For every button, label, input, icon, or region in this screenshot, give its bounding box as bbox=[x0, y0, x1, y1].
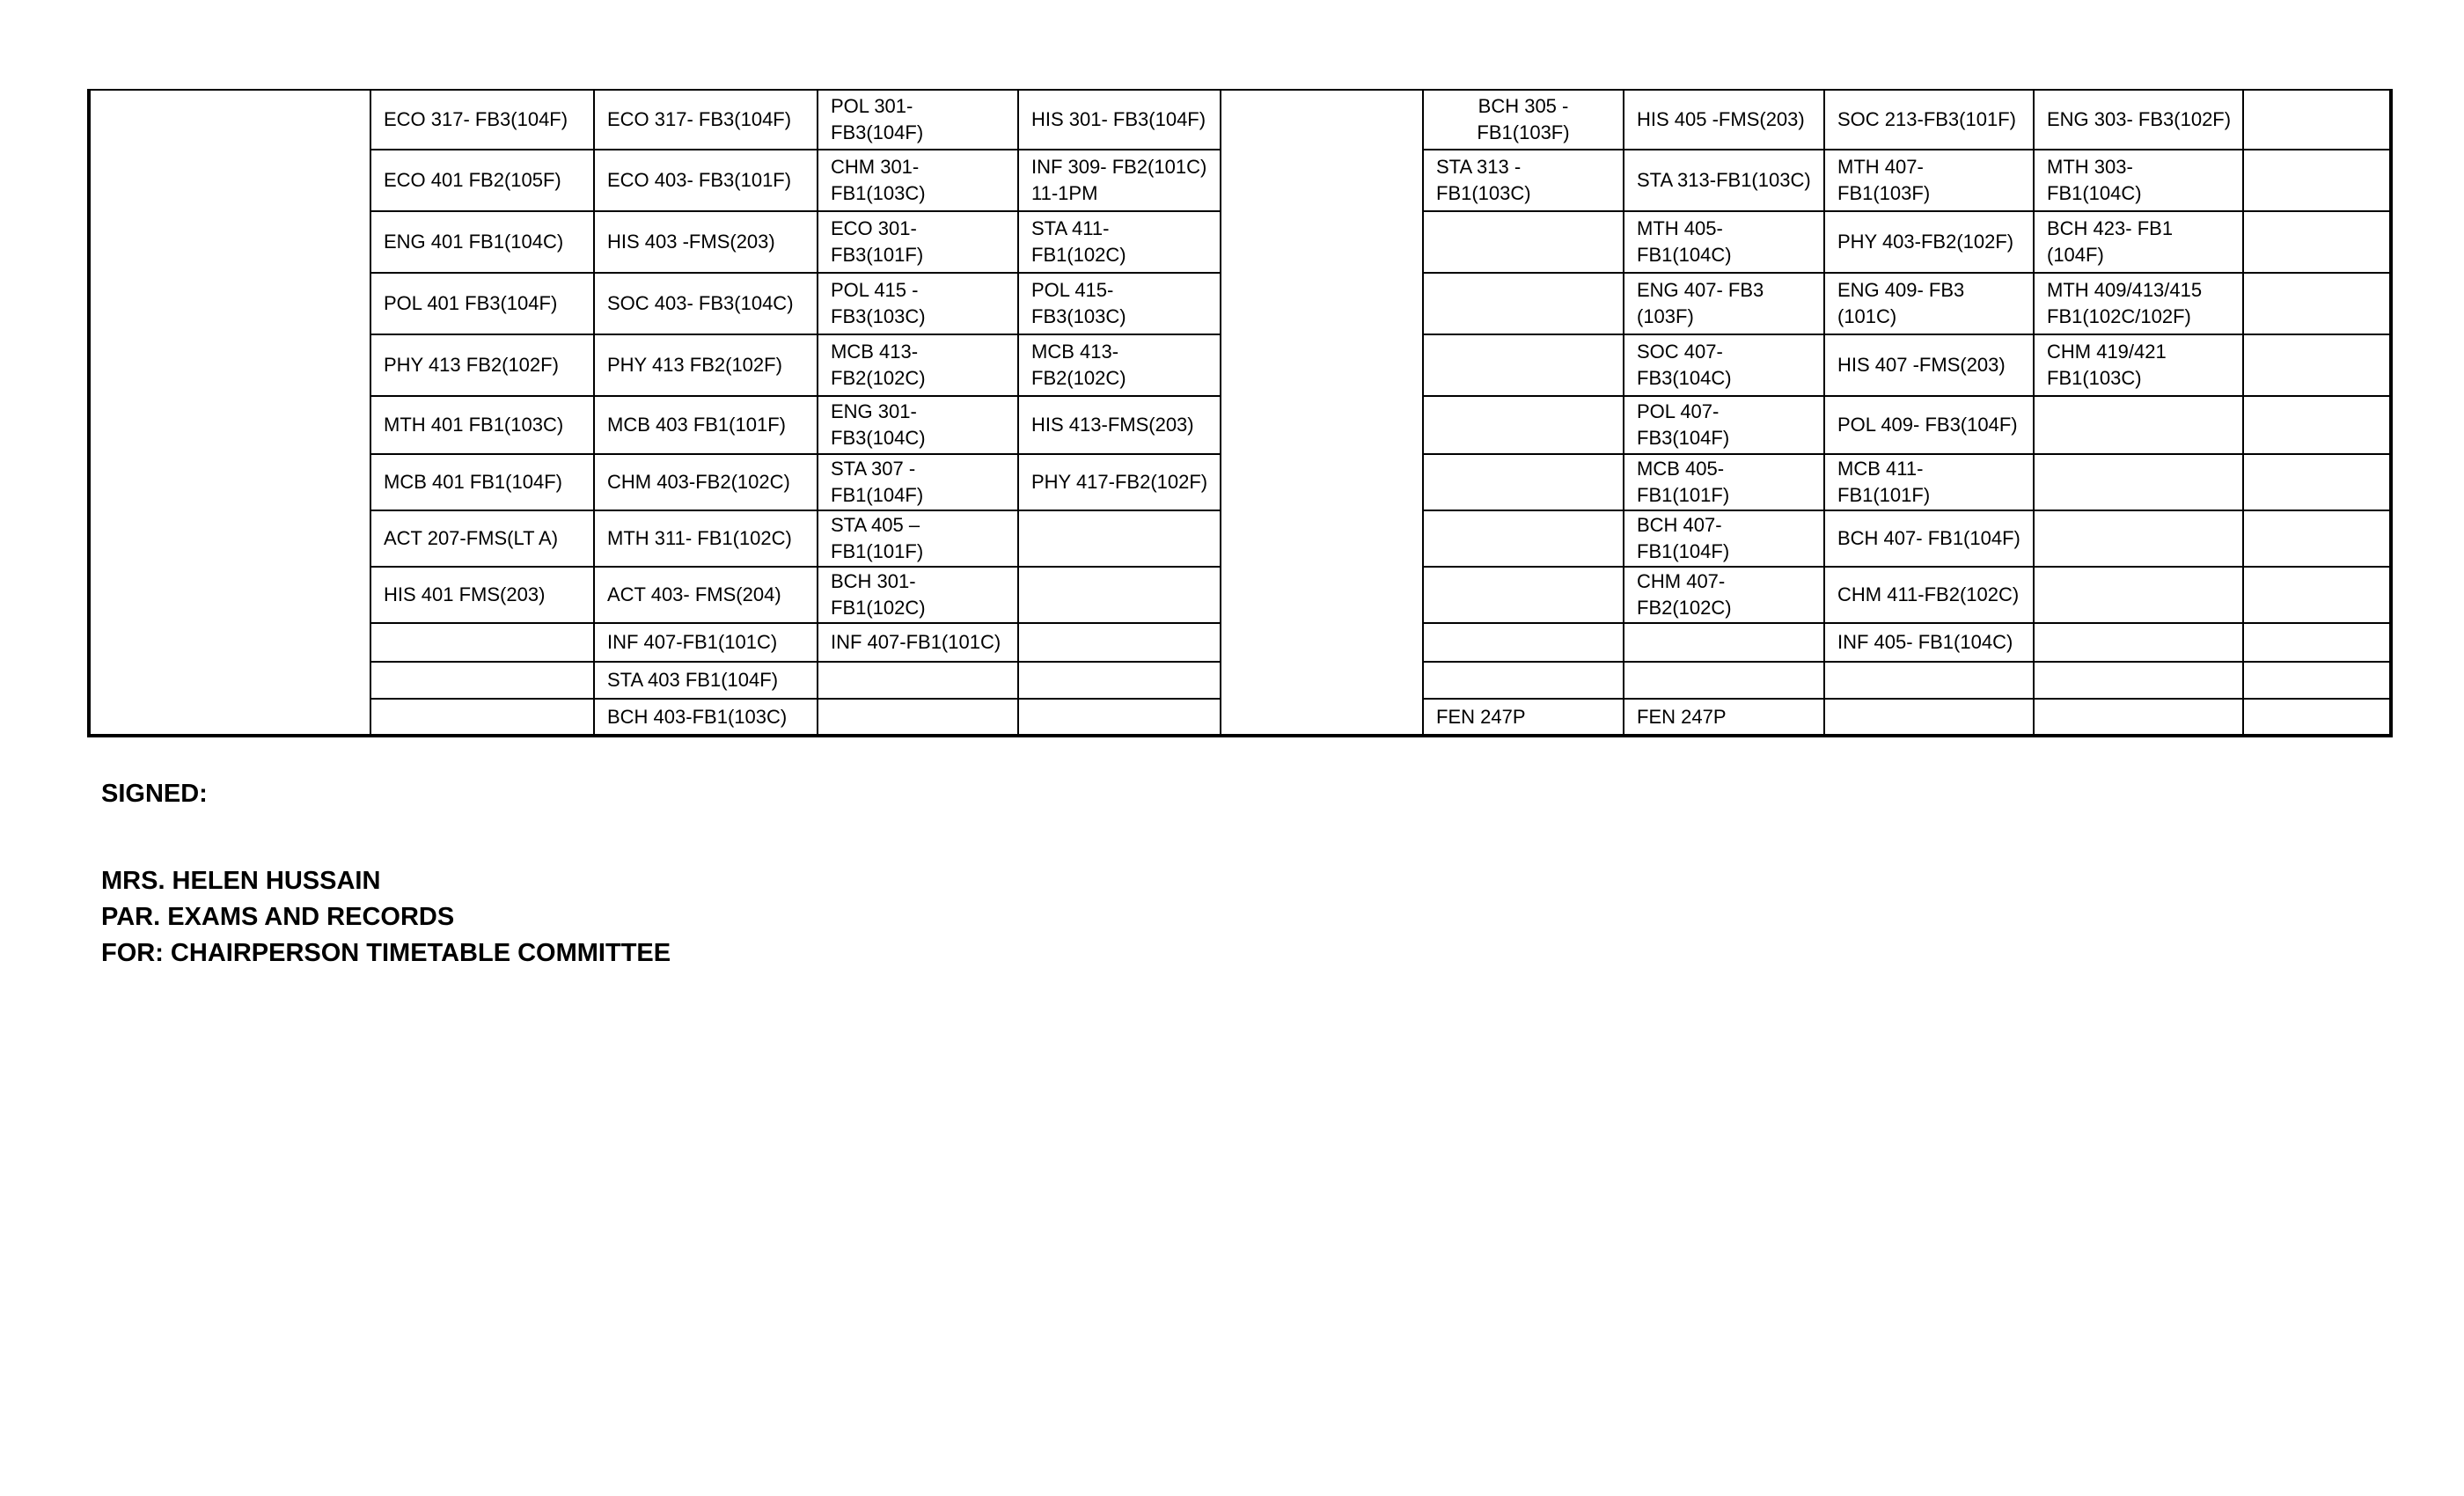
table-row bbox=[89, 90, 2391, 150]
table-row bbox=[89, 567, 2391, 623]
timetable-cell bbox=[1824, 662, 2034, 699]
timetable-cell: STA 411- FB1(102C) bbox=[1018, 211, 1221, 273]
signatory-for-line: FOR: CHAIRPERSON TIMETABLE COMMITTEE bbox=[101, 939, 671, 967]
timetable-cell: PHY 417-FB2(102F) bbox=[1018, 454, 1221, 510]
timetable-cell: HIS 301- FB3(104F) bbox=[1018, 90, 1221, 150]
timetable-cell bbox=[1018, 623, 1221, 662]
timetable-cell: BCH 305 - FB1(103F) bbox=[1423, 90, 1624, 150]
timetable-cell: POL 401 FB3(104F) bbox=[370, 273, 594, 334]
timetable-cell bbox=[89, 396, 370, 454]
timetable-cell bbox=[1221, 273, 1423, 334]
timetable-cell bbox=[1221, 699, 1423, 736]
timetable-cell bbox=[1221, 510, 1423, 567]
timetable-cell: BCH 407- FB1(104F) bbox=[1824, 510, 2034, 567]
timetable-cell bbox=[818, 699, 1018, 736]
timetable-cell bbox=[1221, 334, 1423, 396]
table-row bbox=[89, 273, 2391, 334]
timetable-cell bbox=[2034, 454, 2243, 510]
timetable-cell: POL 415 - FB3(103C) bbox=[818, 273, 1018, 334]
timetable-cell bbox=[89, 150, 370, 211]
timetable-cell bbox=[1423, 662, 1624, 699]
timetable-cell bbox=[1018, 699, 1221, 736]
table-row bbox=[89, 334, 2391, 396]
timetable-cell: MTH 311- FB1(102C) bbox=[594, 510, 818, 567]
timetable-cell: CHM 419/421 FB1(103C) bbox=[2034, 334, 2243, 396]
timetable-cell bbox=[1824, 699, 2034, 736]
table-row bbox=[89, 211, 2391, 273]
timetable-cell: ENG 301- FB3(104C) bbox=[818, 396, 1018, 454]
timetable-cell bbox=[1423, 454, 1624, 510]
timetable-cell bbox=[2243, 510, 2391, 567]
timetable-cell: HIS 401 FMS(203) bbox=[370, 567, 594, 623]
timetable-cell: MTH 409/413/415 FB1(102C/102F) bbox=[2034, 273, 2243, 334]
timetable-cell: FEN 247P bbox=[1423, 699, 1624, 736]
timetable-cell bbox=[1018, 567, 1221, 623]
table-row bbox=[89, 454, 2391, 510]
timetable-cell: BCH 407- FB1(104F) bbox=[1624, 510, 1824, 567]
timetable-cell: MTH 401 FB1(103C) bbox=[370, 396, 594, 454]
timetable-cell: ECO 403- FB3(101F) bbox=[594, 150, 818, 211]
timetable-cell bbox=[1423, 567, 1624, 623]
timetable-cell: HIS 403 -FMS(203) bbox=[594, 211, 818, 273]
timetable-cell: ECO 401 FB2(105F) bbox=[370, 150, 594, 211]
timetable-cell: POL 409- FB3(104F) bbox=[1824, 396, 2034, 454]
timetable-cell bbox=[2243, 699, 2391, 736]
timetable-cell bbox=[89, 90, 370, 150]
timetable-cell: SOC 407- FB3(104C) bbox=[1624, 334, 1824, 396]
table-row bbox=[89, 396, 2391, 454]
timetable-cell bbox=[1221, 623, 1423, 662]
timetable-cell: STA 405 – FB1(101F) bbox=[818, 510, 1018, 567]
timetable-cell bbox=[2243, 454, 2391, 510]
timetable-cell: STA 307 - FB1(104F) bbox=[818, 454, 1018, 510]
exam-timetable bbox=[87, 89, 2393, 737]
timetable-cell: INF 407-FB1(101C) bbox=[818, 623, 1018, 662]
timetable-cell bbox=[1018, 510, 1221, 567]
table-row bbox=[89, 623, 2391, 662]
timetable-cell: POL 415- FB3(103C) bbox=[1018, 273, 1221, 334]
timetable-cell: SOC 403- FB3(104C) bbox=[594, 273, 818, 334]
timetable-cell: MTH 303- FB1(104C) bbox=[2034, 150, 2243, 211]
timetable-cell: ENG 401 FB1(104C) bbox=[370, 211, 594, 273]
timetable-cell: MTH 405- FB1(104C) bbox=[1624, 211, 1824, 273]
timetable-cell: INF 405- FB1(104C) bbox=[1824, 623, 2034, 662]
timetable-cell bbox=[89, 510, 370, 567]
timetable-cell bbox=[2243, 623, 2391, 662]
timetable-cell bbox=[1221, 662, 1423, 699]
timetable-cell bbox=[2243, 211, 2391, 273]
table-row bbox=[89, 662, 2391, 699]
timetable-cell: PHY 413 FB2(102F) bbox=[594, 334, 818, 396]
timetable-cell bbox=[2243, 662, 2391, 699]
timetable-cell bbox=[89, 662, 370, 699]
timetable-cell bbox=[2034, 396, 2243, 454]
timetable-cell bbox=[2243, 567, 2391, 623]
timetable-cell: STA 313-FB1(103C) bbox=[1624, 150, 1824, 211]
timetable-cell: FEN 247P bbox=[1624, 699, 1824, 736]
timetable-cell bbox=[1018, 662, 1221, 699]
timetable-cell bbox=[2243, 90, 2391, 150]
timetable-cell: MCB 401 FB1(104F) bbox=[370, 454, 594, 510]
timetable-cell: STA 313 - FB1(103C) bbox=[1423, 150, 1624, 211]
timetable-cell: POL 301- FB3(104F) bbox=[818, 90, 1018, 150]
timetable-cell bbox=[1423, 211, 1624, 273]
timetable-cell bbox=[1624, 662, 1824, 699]
timetable-cell: MCB 403 FB1(101F) bbox=[594, 396, 818, 454]
timetable-cell: INF 407-FB1(101C) bbox=[594, 623, 818, 662]
timetable-cell bbox=[1423, 623, 1624, 662]
timetable-cell bbox=[89, 273, 370, 334]
timetable-cell: CHM 301- FB1(103C) bbox=[818, 150, 1018, 211]
timetable-cell: MCB 411- FB1(101F) bbox=[1824, 454, 2034, 510]
timetable-cell: POL 407- FB3(104F) bbox=[1624, 396, 1824, 454]
timetable-cell bbox=[1221, 396, 1423, 454]
timetable-cell bbox=[1423, 396, 1624, 454]
timetable-cell bbox=[370, 662, 594, 699]
timetable-cell bbox=[1221, 150, 1423, 211]
timetable-cell: MCB 413- FB2(102C) bbox=[818, 334, 1018, 396]
timetable-cell bbox=[2034, 699, 2243, 736]
timetable-cell bbox=[89, 454, 370, 510]
timetable-cell: BCH 403-FB1(103C) bbox=[594, 699, 818, 736]
timetable-cell: SOC 213-FB3(101F) bbox=[1824, 90, 2034, 150]
timetable-cell: ECO 317- FB3(104F) bbox=[594, 90, 818, 150]
signed-label: SIGNED: bbox=[101, 780, 208, 808]
timetable-cell bbox=[2034, 567, 2243, 623]
timetable-cell: CHM 403-FB2(102C) bbox=[594, 454, 818, 510]
timetable-cell: HIS 405 -FMS(203) bbox=[1624, 90, 1824, 150]
timetable-cell bbox=[2034, 662, 2243, 699]
timetable-cell: MTH 407- FB1(103F) bbox=[1824, 150, 2034, 211]
timetable-cell: HIS 407 -FMS(203) bbox=[1824, 334, 2034, 396]
timetable-cell bbox=[1423, 273, 1624, 334]
timetable-cell: ENG 407- FB3 (103F) bbox=[1624, 273, 1824, 334]
signatory-position: PAR. EXAMS AND RECORDS bbox=[101, 903, 455, 931]
timetable-cell bbox=[2243, 273, 2391, 334]
timetable-cell bbox=[89, 623, 370, 662]
timetable-cell bbox=[370, 699, 594, 736]
timetable-cell: STA 403 FB1(104F) bbox=[594, 662, 818, 699]
timetable-cell bbox=[2243, 334, 2391, 396]
timetable-cell: PHY 403-FB2(102F) bbox=[1824, 211, 2034, 273]
table-row bbox=[89, 150, 2391, 211]
timetable-cell bbox=[1423, 510, 1624, 567]
timetable-cell: ECO 301- FB3(101F) bbox=[818, 211, 1018, 273]
table-row bbox=[89, 510, 2391, 567]
timetable-cell bbox=[2034, 623, 2243, 662]
timetable-cell: ACT 207-FMS(LT A) bbox=[370, 510, 594, 567]
timetable-cell bbox=[818, 662, 1018, 699]
timetable-cell bbox=[2034, 510, 2243, 567]
timetable-cell bbox=[1624, 623, 1824, 662]
timetable-cell bbox=[89, 699, 370, 736]
timetable-cell bbox=[1221, 567, 1423, 623]
timetable-cell bbox=[1221, 211, 1423, 273]
timetable-cell: INF 309- FB2(101C) 11-1PM bbox=[1018, 150, 1221, 211]
timetable-cell: PHY 413 FB2(102F) bbox=[370, 334, 594, 396]
timetable-cell: BCH 301- FB1(102C) bbox=[818, 567, 1018, 623]
timetable-cell: ECO 317- FB3(104F) bbox=[370, 90, 594, 150]
timetable-cell: ENG 303- FB3(102F) bbox=[2034, 90, 2243, 150]
table-row bbox=[89, 699, 2391, 736]
timetable-cell bbox=[89, 567, 370, 623]
timetable-cell: MCB 405- FB1(101F) bbox=[1624, 454, 1824, 510]
timetable-cell bbox=[1221, 454, 1423, 510]
timetable-cell bbox=[2243, 150, 2391, 211]
timetable-cell: ACT 403- FMS(204) bbox=[594, 567, 818, 623]
timetable-cell bbox=[89, 334, 370, 396]
timetable-cell: BCH 423- FB1 (104F) bbox=[2034, 211, 2243, 273]
timetable-cell bbox=[2243, 396, 2391, 454]
timetable-cell bbox=[1221, 90, 1423, 150]
timetable-cell: CHM 411-FB2(102C) bbox=[1824, 567, 2034, 623]
timetable-cell bbox=[1423, 334, 1624, 396]
timetable-cell: HIS 413-FMS(203) bbox=[1018, 396, 1221, 454]
timetable-cell: MCB 413- FB2(102C) bbox=[1018, 334, 1221, 396]
signatory-name: MRS. HELEN HUSSAIN bbox=[101, 867, 381, 895]
timetable-cell: CHM 407- FB2(102C) bbox=[1624, 567, 1824, 623]
timetable-cell bbox=[370, 623, 594, 662]
timetable-cell bbox=[89, 211, 370, 273]
timetable-cell: ENG 409- FB3 (101C) bbox=[1824, 273, 2034, 334]
